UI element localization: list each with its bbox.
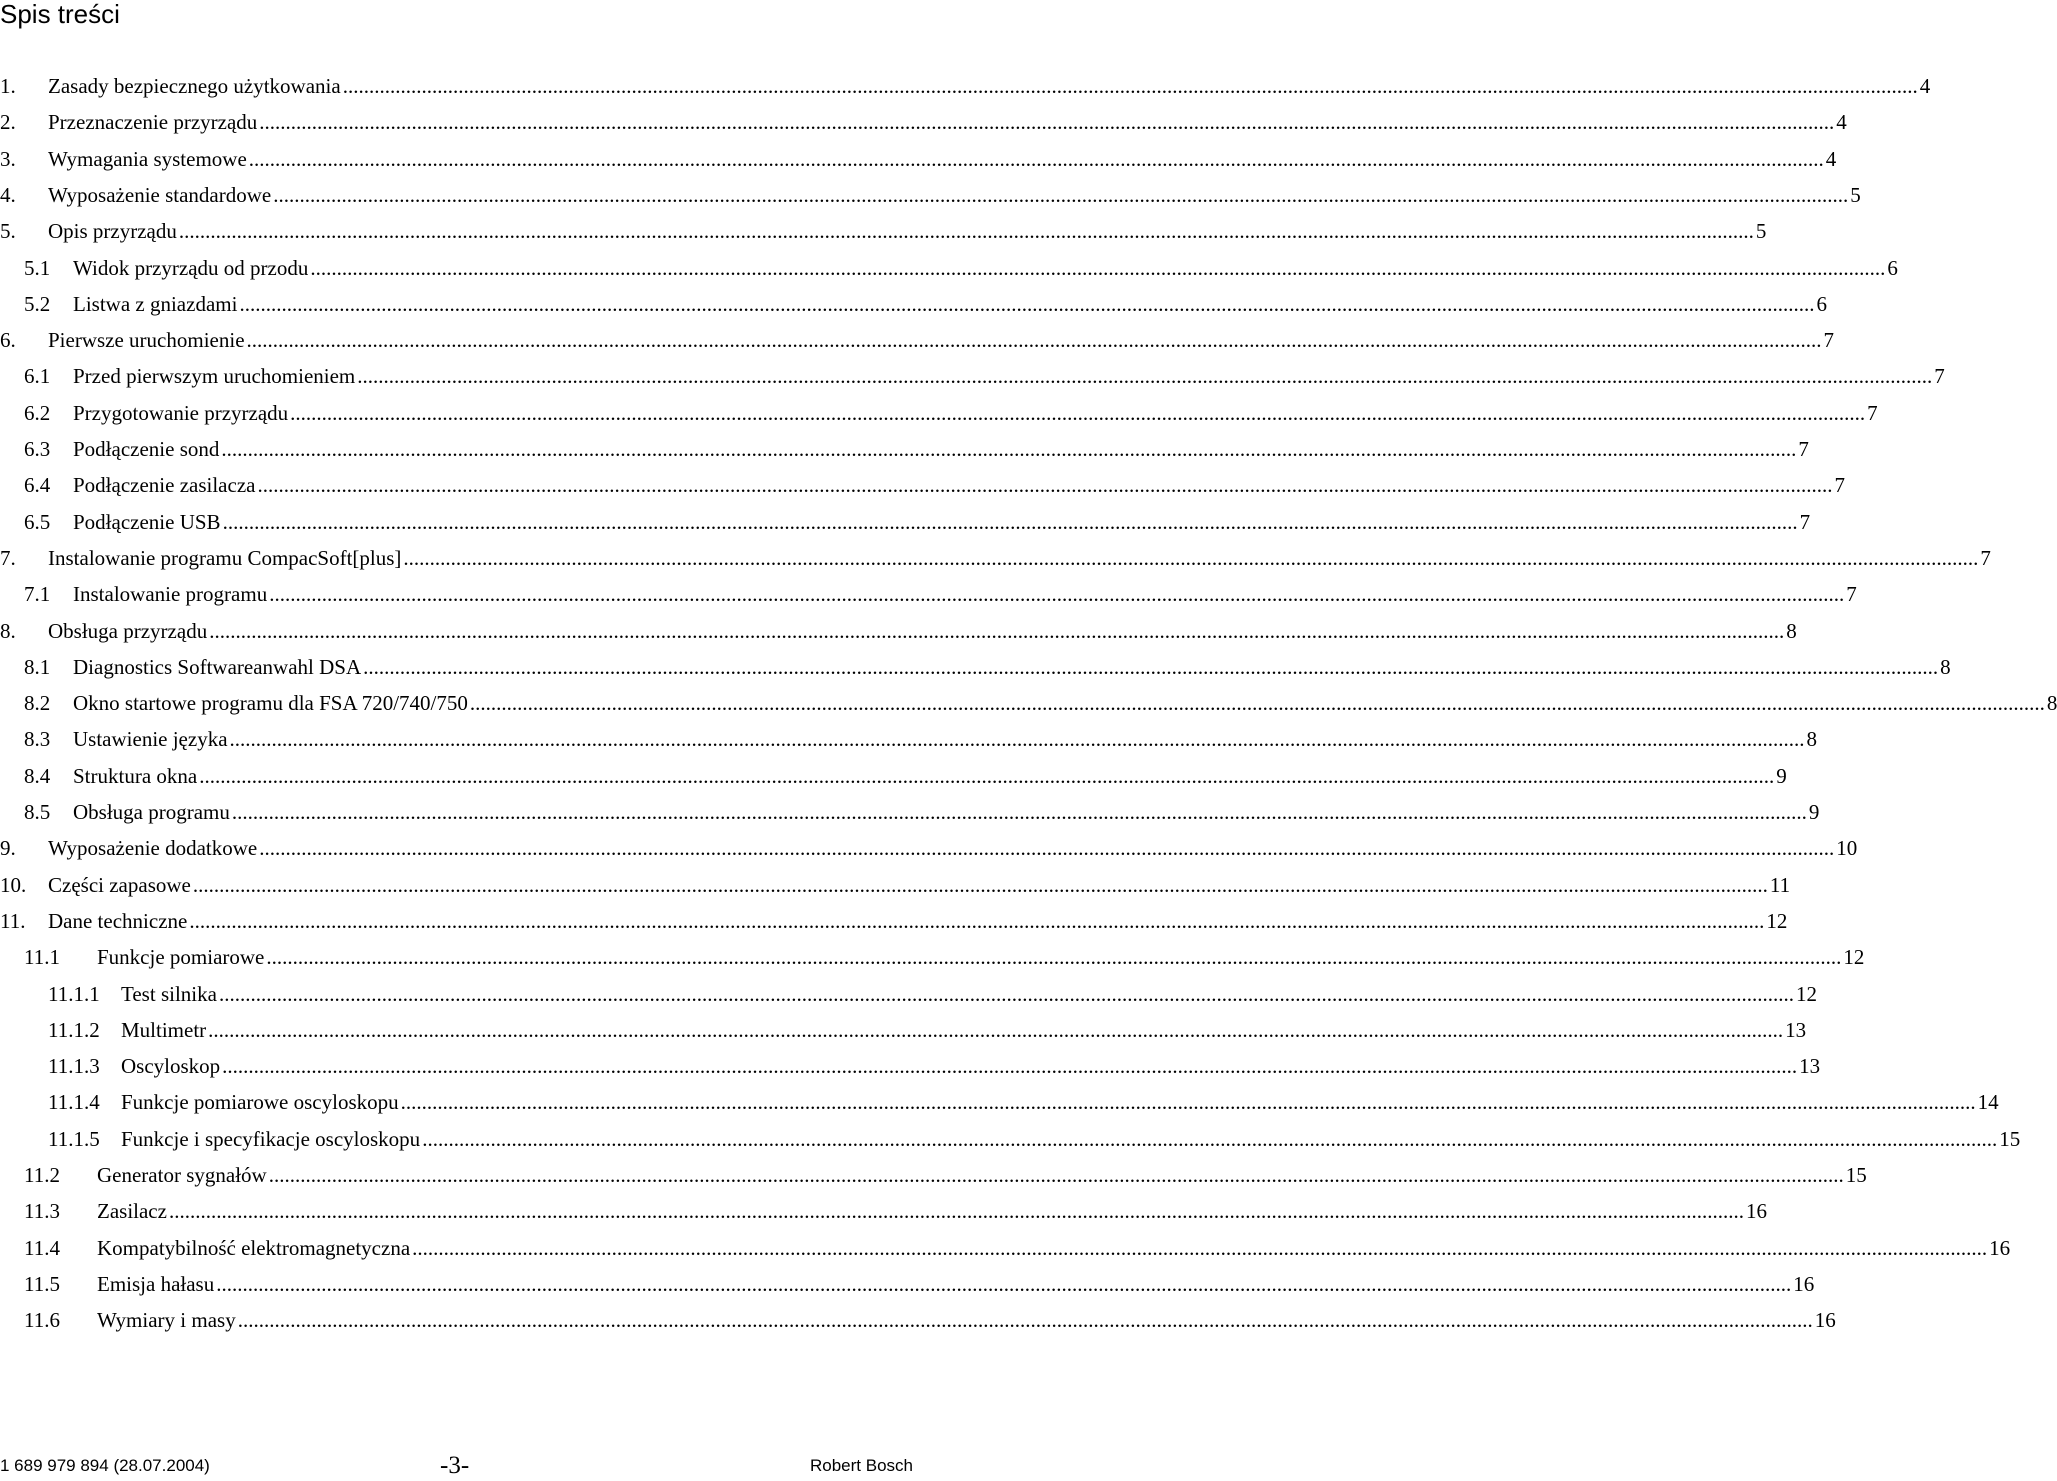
toc-number: 6.1 [24, 364, 51, 389]
toc-label[interactable]: Wymiary i masy [97, 1308, 236, 1333]
toc-label[interactable]: Multimetr [121, 1017, 207, 1042]
toc-page-number[interactable]: 7 [1834, 473, 1845, 498]
toc-page-number[interactable]: 8 [1806, 727, 1818, 752]
toc-leader-dots: ............................................................................................................................................................................................................................................................................................................ [199, 763, 1775, 788]
toc-row[interactable] [0, 467, 1845, 503]
toc-row[interactable] [0, 286, 1827, 322]
toc-number: 5.2 [24, 291, 51, 316]
toc-leader-dots: ............................................................................................................................................................................................................................................................................................................ [221, 437, 1797, 461]
toc-leader-dots: ............................................................................................................................................................................................................................................................................................................ [257, 473, 1833, 498]
toc-page-number[interactable]: 12 [1766, 908, 1788, 933]
toc-row[interactable] [0, 1302, 1836, 1338]
toc-leader-dots: ............................................................................................................................................................................................................................................................................................................ [273, 182, 1849, 207]
toc-leader-dots: ............................................................................................................................................................................................................................................................................................................ [208, 1017, 1784, 1042]
toc-number: 11.4 [24, 1235, 60, 1260]
toc-row[interactable] [0, 177, 1861, 213]
toc-number: 8. [0, 618, 16, 643]
toc-page-number[interactable]: 4 [1919, 74, 1931, 98]
toc-row[interactable] [0, 830, 1858, 866]
toc-page-number[interactable]: 7 [1934, 364, 1945, 389]
toc-label[interactable]: Diagnostics Softwareanwahl DSA [73, 654, 362, 679]
toc-page-number[interactable]: 15 [1845, 1163, 1867, 1187]
toc-leader-dots: ............................................................................................................................................................................................................................................................................................................ [222, 509, 1798, 534]
toc-number: 11.1.2 [48, 1017, 100, 1042]
toc-leader-dots: ............................................................................................................................................................................................................................................................................................................ [192, 872, 1768, 897]
toc-label[interactable]: Widok przyrządu od przodu [73, 255, 309, 280]
toc-page-number[interactable]: 7 [1846, 582, 1857, 607]
toc-number: 9. [0, 836, 16, 861]
toc-leader-dots: ............................................................................................................................................................................................................................................................................................................ [310, 255, 1886, 280]
toc-row[interactable] [0, 1084, 1999, 1120]
toc-page-number[interactable]: 16 [1814, 1308, 1836, 1333]
toc-leader-dots: ............................................................................................................................................................................................................................................................................................................ [266, 945, 1842, 970]
toc-leader-dots: ............................................................................................................................................................................................................................................................................................................ [412, 1235, 1988, 1260]
toc-number: 5.1 [24, 255, 51, 280]
toc-leader-dots: ............................................................................................................................................................................................................................................................................................................ [357, 364, 1933, 389]
toc-page-number[interactable]: 7 [1823, 328, 1835, 353]
toc-leader-dots: ............................................................................................................................................................................................................................................................................................................ [400, 1090, 1976, 1115]
toc-label[interactable]: Podłączenie zasilacza [73, 473, 256, 498]
toc-page-number[interactable]: 4 [1825, 146, 1837, 171]
toc-row[interactable] [0, 322, 1835, 358]
toc-label[interactable]: Ustawienie języka [73, 727, 228, 752]
toc-number: 11. [0, 908, 26, 933]
toc-leader-dots: ............................................................................................................................................................................................................................................................................................................ [237, 1308, 1813, 1333]
toc-label[interactable]: Części zapasowe [48, 872, 191, 897]
page-title: Spis treści [0, 0, 120, 29]
toc-label[interactable]: Przeznaczenie przyrządu [48, 110, 258, 135]
toc-leader-dots: ............................................................................................................................................................................................................................................................................................................ [269, 582, 1845, 607]
toc-leader-dots: ............................................................................................................................................................................................................................................................................................................ [168, 1199, 1744, 1224]
toc-label[interactable]: Test silnika [121, 981, 217, 1006]
toc-number: 6. [0, 328, 16, 353]
toc-row[interactable] [0, 613, 1797, 649]
toc-label[interactable]: Instalowanie programu CompacSoft[plus] [48, 545, 402, 570]
toc-leader-dots: ............................................................................................................................................................................................................................................................................................................ [231, 800, 1807, 824]
toc-leader-dots: ............................................................................................................................................................................................................................................................................................................ [259, 836, 1835, 861]
toc-label[interactable]: Dane techniczne [48, 908, 188, 933]
toc-row[interactable] [0, 1012, 1807, 1048]
toc-label[interactable]: Zasady bezpiecznego użytkowania [48, 74, 341, 98]
toc-leader-dots: ............................................................................................................................................................................................................................................................................................................ [178, 219, 1754, 244]
toc-leader-dots: ............................................................................................................................................................................................................................................................................................................ [363, 654, 1939, 679]
toc-page-number[interactable]: 12 [1843, 945, 1865, 970]
toc-row[interactable] [0, 721, 1818, 757]
toc-leader-dots: ............................................................................................................................................................................................................................................................................................................ [342, 74, 1918, 98]
toc-page-number[interactable]: 9 [1808, 800, 1820, 824]
toc-page-number[interactable]: 4 [1836, 110, 1847, 135]
toc-number: 8.5 [24, 800, 51, 824]
toc-label[interactable]: Oscyloskop [121, 1054, 221, 1079]
toc-number: 11.1.4 [48, 1090, 100, 1115]
toc-number: 6.4 [24, 473, 51, 498]
toc-row[interactable] [0, 1230, 2011, 1266]
toc-page-number[interactable]: 9 [1776, 763, 1787, 788]
toc-row[interactable] [0, 867, 1791, 903]
toc-row[interactable] [0, 1266, 1815, 1302]
toc-row[interactable] [0, 141, 1837, 177]
toc-label[interactable]: Wyposażenie standardowe [48, 182, 272, 207]
toc-row[interactable] [0, 540, 1991, 576]
toc-label[interactable]: Generator sygnałów [97, 1163, 267, 1187]
toc-label[interactable]: Struktura okna [73, 763, 198, 788]
toc-number: 7. [0, 545, 16, 570]
toc-page-number[interactable]: 6 [1887, 255, 1898, 280]
toc-row[interactable] [0, 1048, 1821, 1084]
toc-label[interactable]: Wyposażenie dodatkowe [48, 836, 258, 861]
toc-row[interactable] [0, 358, 1945, 394]
toc-number: 10. [0, 872, 27, 897]
company-name: Robert Bosch [810, 1456, 913, 1475]
toc-number: 6.3 [24, 437, 51, 461]
toc-label[interactable]: Funkcje pomiarowe [97, 945, 265, 970]
toc-label[interactable]: Funkcje i specyfikacje oscyloskopu [121, 1126, 421, 1151]
toc-leader-dots: ............................................................................................................................................................................................................................................................................................................ [216, 1271, 1792, 1296]
toc-leader-dots: ............................................................................................................................................................................................................................................................................................................ [222, 1054, 1798, 1079]
toc-label[interactable]: Emisja hałasu [97, 1271, 215, 1296]
toc-page-number[interactable]: 5 [1850, 182, 1861, 207]
toc-label[interactable]: Wymagania systemowe [48, 146, 247, 171]
toc-number: 2. [0, 110, 16, 135]
toc-number: 11.1.5 [48, 1126, 100, 1151]
toc-label[interactable]: Obsługa programu [73, 800, 230, 824]
toc-number: 3. [0, 146, 16, 171]
toc-leader-dots: ............................................................................................................................................................................................................................................................................................................ [248, 146, 1824, 171]
toc-page-number[interactable]: 16 [1989, 1235, 2011, 1260]
toc-leader-dots: ............................................................................................................................................................................................................................................................................................................ [218, 981, 1794, 1006]
toc-row[interactable] [0, 758, 1787, 794]
toc-page-number[interactable]: 16 [1745, 1199, 1767, 1224]
toc-page-number[interactable]: 12 [1795, 981, 1817, 1006]
toc-label[interactable]: Podłączenie sond [73, 437, 220, 461]
toc-number: 7.1 [24, 582, 51, 607]
toc-label[interactable]: Przygotowanie przyrządu [73, 400, 289, 425]
toc-row[interactable] [0, 976, 1817, 1012]
toc-row[interactable] [0, 250, 1898, 286]
toc-number: 11.1.1 [48, 981, 100, 1006]
toc-row[interactable] [0, 903, 1788, 939]
toc-number: 6.5 [24, 509, 51, 534]
toc-number: 11.5 [24, 1271, 60, 1296]
toc-row[interactable] [0, 939, 1865, 975]
toc-label[interactable]: Opis przyrządu [48, 219, 177, 244]
toc-page-number[interactable]: 10 [1836, 836, 1858, 861]
toc-number: 11.6 [24, 1308, 60, 1333]
toc-page-number[interactable]: 5 [1755, 219, 1767, 244]
toc-page-number[interactable]: 13 [1799, 1054, 1821, 1079]
toc-number: 11.1.3 [48, 1054, 100, 1079]
toc-page-number[interactable]: 8 [1940, 654, 1951, 679]
toc-label[interactable]: Okno startowe programu dla FSA 720/740/750 [73, 691, 468, 716]
toc-number: 5. [0, 219, 16, 244]
toc-leader-dots: ............................................................................................................................................................................................................................................................................................................ [469, 691, 2045, 716]
toc-row[interactable] [0, 649, 1951, 685]
toc-page-number[interactable]: 8 [1786, 618, 1797, 643]
toc-row[interactable] [0, 685, 2057, 721]
toc-label[interactable]: Obsługa przyrządu [48, 618, 208, 643]
toc-number: 6.2 [24, 400, 51, 425]
toc-page-number[interactable]: 7 [1867, 400, 1878, 425]
toc-leader-dots: ............................................................................................................................................................................................................................................................................................................ [229, 727, 1805, 752]
toc-page-number[interactable]: 7 [1799, 509, 1811, 534]
toc-label[interactable]: Instalowanie programu [73, 582, 268, 607]
toc-number: 8.4 [24, 763, 51, 788]
page-number: -3- [440, 1452, 470, 1479]
toc-leader-dots: ............................................................................................................................................................................................................................................................................................................ [189, 908, 1765, 933]
toc-number: 11.1 [24, 945, 60, 970]
toc-number: 11.3 [24, 1199, 60, 1224]
toc-label[interactable]: Listwa z gniazdami [73, 291, 238, 316]
toc-row[interactable] [0, 576, 1857, 612]
toc-page-number[interactable]: 15 [1999, 1126, 2021, 1151]
toc-label[interactable]: Kompatybilność elektromagnetyczna [97, 1235, 411, 1260]
toc-label[interactable]: Pierwsze uruchomienie [48, 328, 245, 353]
toc-row[interactable] [0, 1193, 1767, 1229]
toc-label[interactable]: Przed pierwszym uruchomieniem [73, 364, 356, 389]
toc-page-number[interactable]: 7 [1798, 437, 1809, 461]
toc-label[interactable]: Zasilacz [97, 1199, 167, 1224]
toc-page-number[interactable]: 14 [1977, 1090, 1999, 1115]
toc-number: 1. [0, 74, 16, 98]
toc-row[interactable] [0, 104, 1847, 140]
toc-number: 11.2 [24, 1163, 60, 1187]
toc-leader-dots: ............................................................................................................................................................................................................................................................................................................ [403, 545, 1979, 570]
toc-page-number[interactable]: 13 [1785, 1017, 1807, 1042]
toc-page-number[interactable]: 11 [1769, 872, 1791, 897]
toc-page-number[interactable]: 8 [2046, 691, 2057, 716]
toc-number: 8.1 [24, 654, 51, 679]
toc-row[interactable] [0, 395, 1878, 431]
toc-row[interactable] [0, 794, 1820, 830]
toc-number: 8.3 [24, 727, 51, 752]
toc-number: 8.2 [24, 691, 51, 716]
toc-leader-dots: ............................................................................................................................................................................................................................................................................................................ [268, 1163, 1844, 1187]
toc-row[interactable] [0, 504, 1811, 540]
toc-leader-dots: ............................................................................................................................................................................................................................................................................................................ [209, 618, 1785, 643]
toc-row[interactable] [0, 431, 1809, 467]
toc-row[interactable] [0, 213, 1767, 249]
toc-leader-dots: ............................................................................................................................................................................................................................................................................................................ [422, 1126, 1998, 1151]
document-number: 1 689 979 894 (28.07.2004) [0, 1456, 210, 1475]
page-footer [0, 1452, 960, 1480]
toc-row[interactable] [0, 1121, 2021, 1157]
toc-page-number[interactable]: 7 [1980, 545, 1991, 570]
toc-number: 4. [0, 182, 16, 207]
toc-label[interactable]: Funkcje pomiarowe oscyloskopu [121, 1090, 399, 1115]
toc-page-number[interactable]: 16 [1793, 1271, 1815, 1296]
toc-leader-dots: ............................................................................................................................................................................................................................................................................................................ [239, 291, 1815, 316]
toc-leader-dots: ............................................................................................................................................................................................................................................................................................................ [246, 328, 1822, 353]
toc-leader-dots: ............................................................................................................................................................................................................................................................................................................ [259, 110, 1835, 135]
toc-page-number[interactable]: 6 [1816, 291, 1827, 316]
toc-label[interactable]: Podłączenie USB [73, 509, 221, 534]
toc-leader-dots: ............................................................................................................................................................................................................................................................................................................ [290, 400, 1866, 425]
toc-row[interactable] [0, 1157, 1867, 1193]
toc-row[interactable] [0, 68, 1931, 104]
